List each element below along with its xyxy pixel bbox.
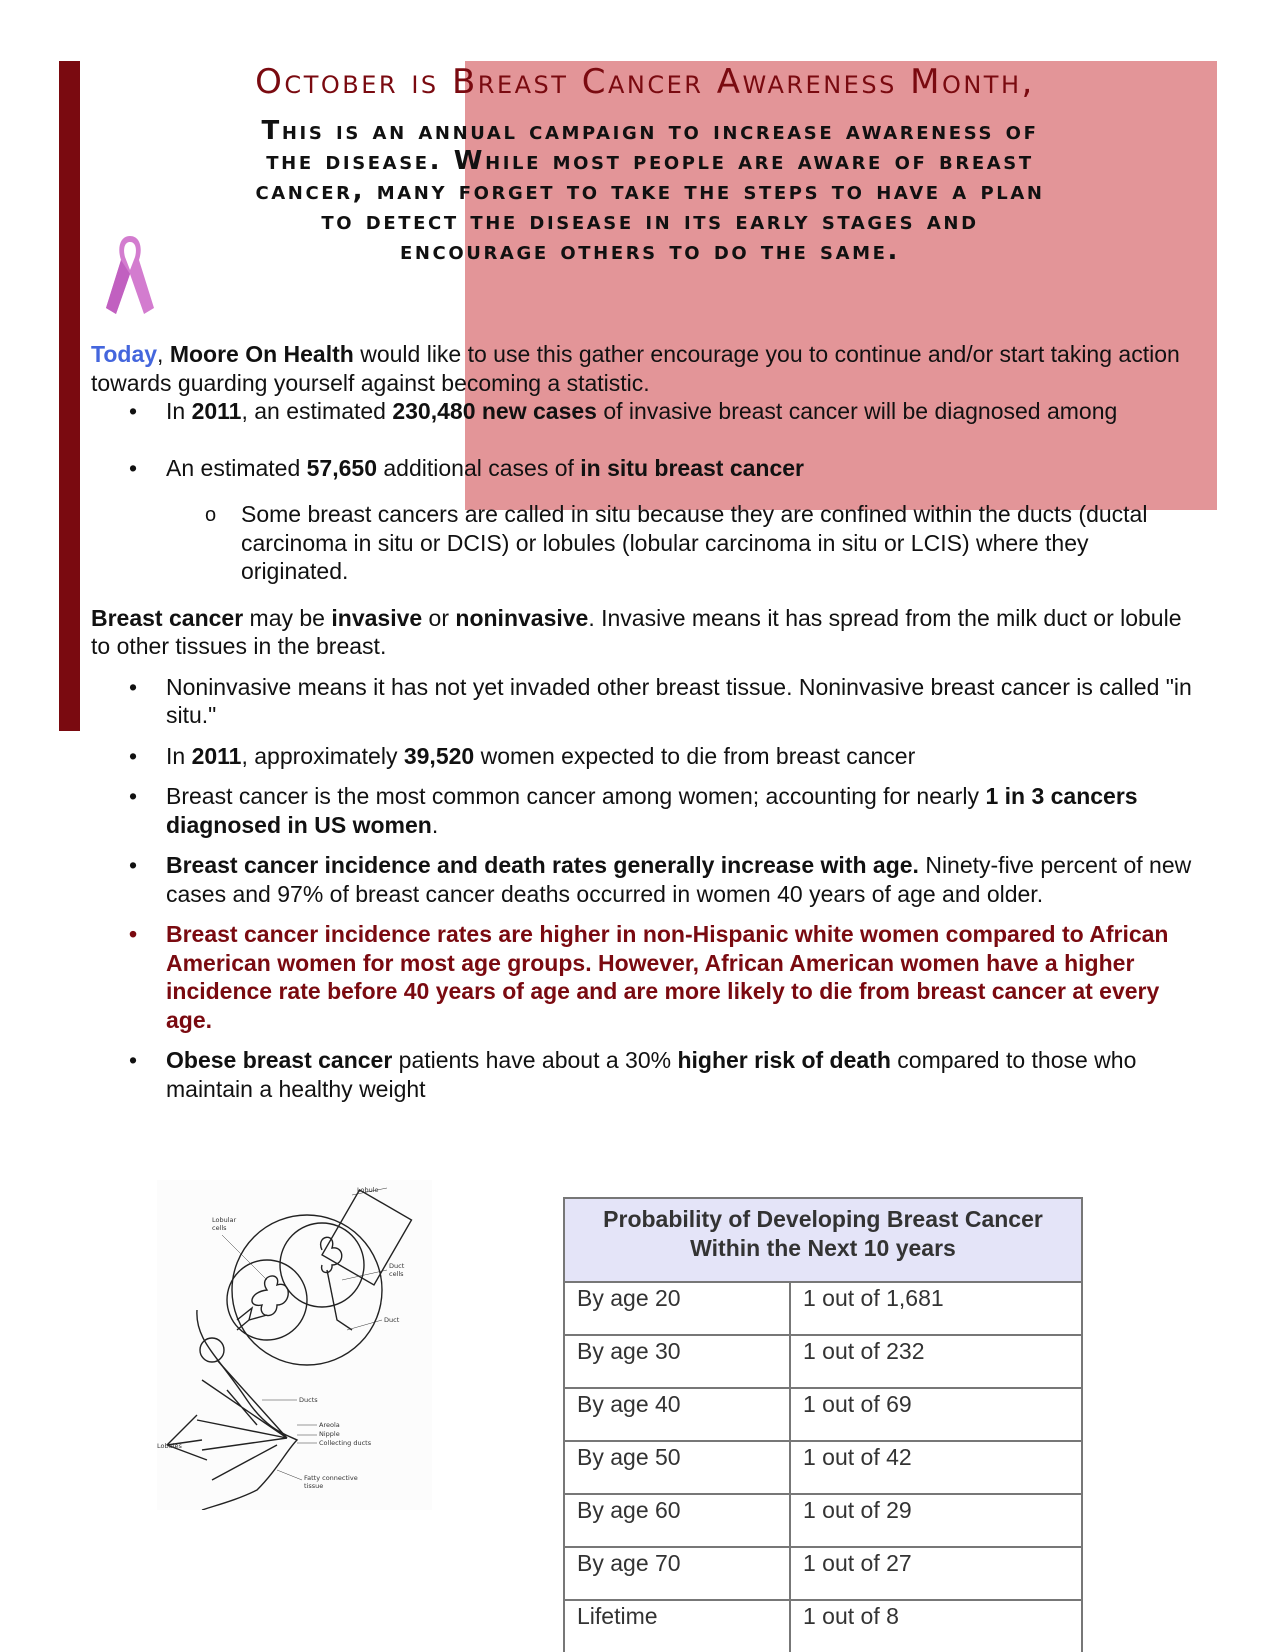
probability-cell: 1 out of 1,681 (790, 1282, 1082, 1335)
subtitle-line: the disease. While most people are aware of breast (266, 146, 1034, 176)
table-row (564, 1600, 1082, 1652)
list-item-highlight: • Breast cancer incidence rates are higher in non-Hispanic white women compared to African American women for most age groups. However, African American women have a higher incidence rate before 40 years of age and are more likely to die from breast cancer at every age. (91, 920, 1201, 1034)
list-item (91, 454, 1201, 483)
age-cell: By age 50 (564, 1441, 790, 1494)
diagram-label: Duct (384, 1316, 400, 1324)
diagram-label: Nipple (319, 1430, 340, 1438)
stats-list (91, 397, 1201, 482)
table-header-row (564, 1198, 1082, 1282)
diagram-label: cells (389, 1270, 404, 1278)
list-item (91, 782, 1201, 839)
subtitle-line: This is an annual campaign to increase awareness of (261, 116, 1039, 146)
age-cell: By age 70 (564, 1547, 790, 1600)
bold-text: Breast cancer (91, 604, 244, 631)
diagram-label: Collecting ducts (319, 1439, 372, 1447)
diagram-label: Ducts (299, 1396, 318, 1404)
table-title-line: Within the Next 10 years (690, 1235, 956, 1261)
probability-cell: 1 out of 27 (790, 1547, 1082, 1600)
list-item (91, 851, 1201, 908)
table-row (564, 1441, 1082, 1494)
probability-cell: 1 out of 69 (790, 1388, 1082, 1441)
probability-cell: 1 out of 232 (790, 1335, 1082, 1388)
text: , an estimated (241, 398, 393, 424)
diagram-label: tissue (304, 1482, 324, 1490)
text: additional cases of (377, 454, 581, 481)
diagram-label: Areola (319, 1421, 340, 1429)
bold-text: noninvasive (455, 604, 589, 631)
table-row (564, 1282, 1082, 1335)
text: Ninety-five percent of new cases and 97% of breast cancer deaths occurred in women 40 years of age and older. (166, 852, 1192, 907)
probability-cell: 1 out of 29 (790, 1494, 1082, 1547)
probability-cell: 1 out of 8 (790, 1600, 1082, 1652)
sub-list (91, 500, 1201, 586)
age-cell: By age 30 (564, 1335, 790, 1388)
subtitle-line: to detect the disease in its early stages and (321, 206, 979, 236)
diagram-label: Lobule (357, 1186, 379, 1194)
main-content (91, 340, 1201, 1103)
page-subtitle (100, 116, 1200, 266)
list-item (91, 742, 1201, 771)
bold-text: 2011 (191, 742, 242, 769)
table-row (564, 1335, 1082, 1388)
text: may be (243, 604, 332, 631)
probability-cell: 1 out of 42 (790, 1441, 1082, 1494)
text: An estimated (166, 454, 307, 481)
bold-text: Obese breast cancer (166, 1047, 393, 1073)
pink-ribbon-icon (100, 230, 160, 320)
bold-text: 230,480 new cases (392, 398, 597, 424)
bold-text: 1 in 3 cancers diagnosed in US women (166, 783, 1138, 838)
org-name: Moore On Health (169, 341, 354, 367)
table-row (564, 1494, 1082, 1547)
age-cell: By age 40 (564, 1388, 790, 1441)
text: In (166, 398, 192, 424)
intro-paragraph (91, 340, 1201, 397)
text: patients have about a 30% (392, 1047, 678, 1073)
diagram-label: Fatty connective (304, 1474, 358, 1482)
text: women expected to die from breast cancer (474, 742, 916, 769)
bold-text: in situ breast cancer (580, 454, 804, 481)
bold-text: 39,520 (403, 742, 475, 769)
page-title: October is Breast Cancer Awareness Month, (255, 62, 1035, 102)
today-label: Today (91, 341, 158, 367)
diagram-label: Lobular (212, 1216, 237, 1224)
age-cell: By age 20 (564, 1282, 790, 1335)
diagram-label: Duct (389, 1262, 405, 1270)
text: , approximately (241, 742, 404, 769)
list-item: • Noninvasive means it has not yet invaded other breast tissue. Noninvasive breast cancer is called "in situ." (91, 673, 1201, 730)
intro-sep: , (157, 341, 170, 367)
text: compared to those who maintain a healthy weight (166, 1047, 1137, 1102)
sub-list-item: o Some breast cancers are called in situ because they are confined within the ducts (ductal carcinoma in situ or DCIS) or lobules (lobular carcinoma in situ or LCIS) where they originated. (91, 500, 1201, 586)
diagram-label: Lobules (157, 1442, 182, 1450)
text: of invasive breast cancer will be diagnosed among (596, 398, 1118, 424)
probability-table (563, 1197, 1083, 1652)
age-cell: Lifetime (564, 1600, 790, 1652)
list-item (91, 397, 1201, 426)
bold-text: 2011 (191, 398, 242, 424)
text: . Invasive means it has spread from the milk duct or lobule to other tissues in the breast. (91, 604, 1182, 659)
intro-text: would like to use this gather encourage you to continue and/or start taking action towards guarding yourself against becoming a statistic. (91, 341, 1180, 396)
bold-text: higher risk of death (677, 1047, 891, 1073)
subtitle-line: encourage others to do the same. (399, 236, 900, 266)
text: Breast cancer is the most common cancer among women; accounting for nearly (166, 783, 986, 809)
bold-text: 57,650 (306, 454, 377, 481)
table-row (564, 1547, 1082, 1600)
subtitle-line: cancer, many forget to take the steps to have a plan (255, 176, 1045, 206)
text: . (431, 811, 439, 838)
bold-text: Breast cancer incidence and death rates generally increase with age. (166, 852, 919, 878)
table-title (564, 1198, 1082, 1282)
invasive-paragraph (91, 604, 1201, 661)
text: In (166, 742, 192, 769)
age-cell: By age 60 (564, 1494, 790, 1547)
table-row (564, 1388, 1082, 1441)
facts-list (91, 673, 1201, 1104)
left-accent-bar (59, 61, 80, 731)
text: or (422, 604, 456, 631)
diagram-label: cells (212, 1224, 227, 1232)
list-item (91, 1046, 1201, 1103)
bold-text: invasive (331, 604, 423, 631)
breast-anatomy-diagram (157, 1180, 432, 1510)
table-title-line: Probability of Developing Breast Cancer (603, 1206, 1043, 1232)
